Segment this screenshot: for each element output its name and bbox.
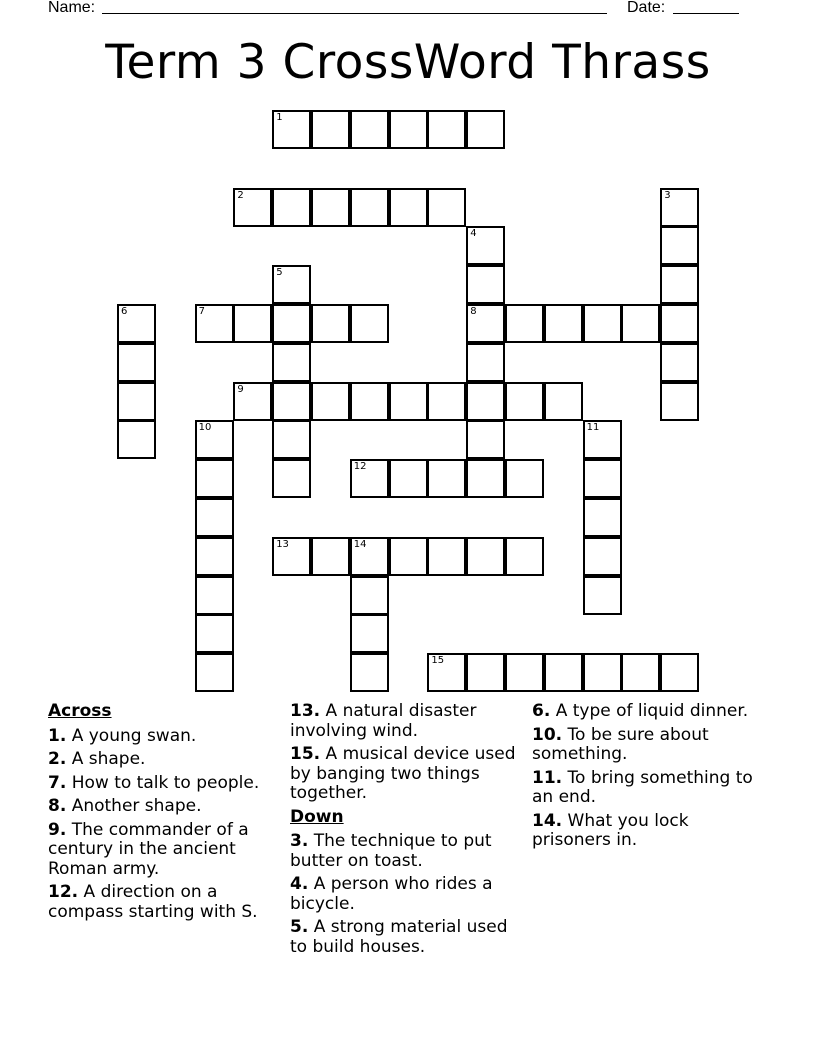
- grid-cell[interactable]: [350, 188, 389, 227]
- clue-text: A young swan.: [71, 725, 197, 746]
- grid-cell[interactable]: [350, 459, 389, 498]
- grid-cell[interactable]: [505, 537, 544, 576]
- grid-cell[interactable]: [311, 537, 350, 576]
- cell-number: 1: [276, 112, 283, 123]
- cell-number: 5: [276, 267, 283, 279]
- grid-cell[interactable]: [272, 537, 311, 576]
- grid-cell[interactable]: [427, 653, 466, 692]
- clue-across-8: [48, 797, 280, 817]
- clue-text: To be sure about something.: [532, 724, 709, 764]
- grid-cell[interactable]: [117, 420, 156, 459]
- clue-text: A strong material used to build houses.: [290, 917, 508, 957]
- grid-cell[interactable]: [389, 188, 428, 227]
- grid-cell[interactable]: [389, 382, 428, 421]
- grid-cell[interactable]: [583, 420, 622, 459]
- cell-number: 6: [121, 306, 128, 317]
- page-title: Term 3 CrossWord Thrass: [105, 35, 711, 90]
- grid-cell[interactable]: [350, 537, 389, 576]
- clue-number: 3.: [290, 831, 309, 851]
- grid-cell[interactable]: [195, 537, 234, 576]
- grid-cell[interactable]: [505, 653, 544, 692]
- cell-number: 8: [470, 306, 477, 317]
- grid-cell[interactable]: [466, 653, 505, 692]
- clue-number: 9.: [48, 819, 67, 840]
- cell-number: 14: [353, 538, 367, 550]
- clue-number: 13.: [290, 701, 321, 721]
- clue-text: Another shape.: [71, 796, 202, 816]
- grid-cell[interactable]: [195, 420, 234, 459]
- clue-down-3: [290, 832, 522, 871]
- clue-text: A shape.: [71, 749, 146, 769]
- name-label: Name:: [48, 0, 96, 16]
- clue-text: What you lock prisoners in.: [532, 810, 689, 850]
- grid-cell[interactable]: [427, 110, 466, 149]
- clue-down-6: [532, 702, 764, 722]
- grid-cell[interactable]: [583, 537, 622, 576]
- clues-column-3: [532, 702, 764, 855]
- clue-number: 15.: [290, 744, 321, 764]
- clue-number: 6.: [532, 701, 551, 721]
- grid-cell[interactable]: [466, 537, 505, 576]
- grid-cell[interactable]: [621, 304, 660, 343]
- clue-text: The technique to put butter on toast.: [290, 831, 492, 871]
- grid-cell[interactable]: [660, 653, 699, 692]
- clue-down-5: [290, 918, 522, 957]
- grid-cell[interactable]: [350, 576, 389, 615]
- grid-cell[interactable]: [311, 110, 350, 149]
- cell-number: 7: [198, 306, 205, 317]
- grid-cell[interactable]: [660, 226, 699, 265]
- grid-cell[interactable]: [466, 343, 505, 382]
- grid-cell[interactable]: [311, 188, 350, 227]
- grid-cell[interactable]: [311, 382, 350, 421]
- grid-cell[interactable]: [350, 382, 389, 421]
- cell-number: 10: [198, 422, 212, 434]
- clue-down-10: [532, 726, 764, 765]
- grid-cell[interactable]: [233, 382, 272, 421]
- clue-number: 4.: [290, 874, 309, 894]
- across-heading: Across: [48, 701, 112, 721]
- cell-number: 15: [431, 655, 445, 667]
- clue-text: How to talk to people.: [71, 772, 260, 793]
- grid-cell[interactable]: [195, 614, 234, 653]
- clue-number: 11.: [532, 767, 563, 788]
- grid-cell[interactable]: [466, 382, 505, 421]
- clue-text: A direction on a compass starting with S.: [48, 882, 258, 922]
- clue-text: A person who rides a bicycle.: [290, 874, 493, 914]
- grid-cell[interactable]: [466, 226, 505, 265]
- grid-cell[interactable]: [583, 304, 622, 343]
- clue-number: 14.: [532, 810, 563, 831]
- clue-across-13: [290, 702, 522, 741]
- clue-number: 8.: [48, 796, 67, 816]
- grid-cell[interactable]: [195, 498, 234, 537]
- clues-column-2: [290, 702, 522, 961]
- clue-across-7: [48, 774, 280, 794]
- cell-number: 4: [470, 228, 477, 240]
- grid-cell[interactable]: [117, 382, 156, 421]
- grid-cell[interactable]: [195, 304, 234, 343]
- clue-number: 1.: [48, 725, 67, 746]
- clue-number: 7.: [48, 772, 67, 793]
- down-heading: Down: [290, 806, 344, 827]
- grid-cell[interactable]: [427, 459, 466, 498]
- clue-across-12: [48, 883, 280, 922]
- cell-number: 9: [237, 383, 244, 395]
- cell-number: 13: [276, 538, 289, 550]
- grid-cell[interactable]: [195, 653, 234, 692]
- cell-number: 3: [664, 189, 671, 201]
- grid-cell[interactable]: [389, 110, 428, 149]
- clues-column-1: [48, 702, 280, 926]
- clue-number: 10.: [532, 724, 563, 745]
- grid-cell[interactable]: [660, 265, 699, 304]
- grid-cell[interactable]: [660, 382, 699, 421]
- grid-cell[interactable]: [466, 304, 505, 343]
- grid-cell[interactable]: [583, 498, 622, 537]
- grid-cell[interactable]: [583, 653, 622, 692]
- grid-cell[interactable]: [311, 304, 350, 343]
- cell-number: 2: [237, 189, 244, 201]
- grid-cell[interactable]: [505, 304, 544, 343]
- grid-cell[interactable]: [621, 653, 660, 692]
- grid-cell[interactable]: [660, 188, 699, 227]
- grid-cell[interactable]: [583, 459, 622, 498]
- clue-across-9: [48, 821, 280, 880]
- grid-cell[interactable]: [427, 382, 466, 421]
- clue-text: A natural disaster involving wind.: [290, 701, 477, 741]
- grid-cell[interactable]: [272, 343, 311, 382]
- clue-text: A musical device used by banging two things together.: [290, 744, 516, 803]
- clue-down-11: [532, 769, 764, 808]
- clue-number: 2.: [48, 749, 67, 769]
- grid-cell[interactable]: [427, 537, 466, 576]
- grid-cell[interactable]: [233, 304, 272, 343]
- grid-cell[interactable]: [195, 576, 234, 615]
- grid-cell[interactable]: [660, 304, 699, 343]
- clue-across-1: [48, 727, 280, 747]
- grid-cell[interactable]: [427, 188, 466, 227]
- grid-cell[interactable]: [350, 614, 389, 653]
- grid-cell[interactable]: [466, 265, 505, 304]
- clue-text: To bring something to an end.: [532, 767, 753, 807]
- date-label: Date:: [627, 0, 666, 16]
- grid-cell[interactable]: [272, 420, 311, 459]
- grid-cell[interactable]: [544, 382, 583, 421]
- grid-cell[interactable]: [272, 459, 311, 498]
- clue-text: The commander of a century in the ancient Roman army.: [48, 819, 249, 879]
- grid-cell[interactable]: [466, 420, 505, 459]
- grid-cell[interactable]: [466, 110, 505, 149]
- grid-cell[interactable]: [466, 459, 505, 498]
- grid-cell[interactable]: [117, 343, 156, 382]
- clue-across-2: [48, 750, 280, 770]
- grid-cell[interactable]: [272, 188, 311, 227]
- grid-cell[interactable]: [350, 110, 389, 149]
- grid-cell[interactable]: [272, 304, 311, 343]
- grid-cell[interactable]: [544, 653, 583, 692]
- grid-cell[interactable]: [505, 382, 544, 421]
- grid-cell[interactable]: [660, 343, 699, 382]
- clue-number: 5.: [290, 917, 309, 937]
- clue-down-4: [290, 875, 522, 914]
- clue-down-14: [532, 812, 764, 851]
- grid-cell[interactable]: [117, 304, 156, 343]
- grid-cell[interactable]: [272, 265, 311, 304]
- grid-cell[interactable]: [350, 653, 389, 692]
- grid-cell[interactable]: [389, 459, 428, 498]
- grid-cell[interactable]: [272, 110, 311, 149]
- grid-cell[interactable]: [505, 459, 544, 498]
- cell-number: 11: [586, 422, 600, 434]
- grid-cell[interactable]: [233, 188, 272, 227]
- cell-number: 12: [353, 461, 367, 473]
- grid-cell[interactable]: [389, 537, 428, 576]
- clue-across-15: [290, 745, 522, 804]
- grid-cell[interactable]: [544, 304, 583, 343]
- grid-cell[interactable]: [583, 576, 622, 615]
- clue-text: A type of liquid dinner.: [555, 701, 749, 721]
- clue-number: 12.: [48, 882, 79, 902]
- grid-cell[interactable]: [350, 304, 389, 343]
- grid-cell[interactable]: [195, 459, 234, 498]
- grid-cell[interactable]: [272, 382, 311, 421]
